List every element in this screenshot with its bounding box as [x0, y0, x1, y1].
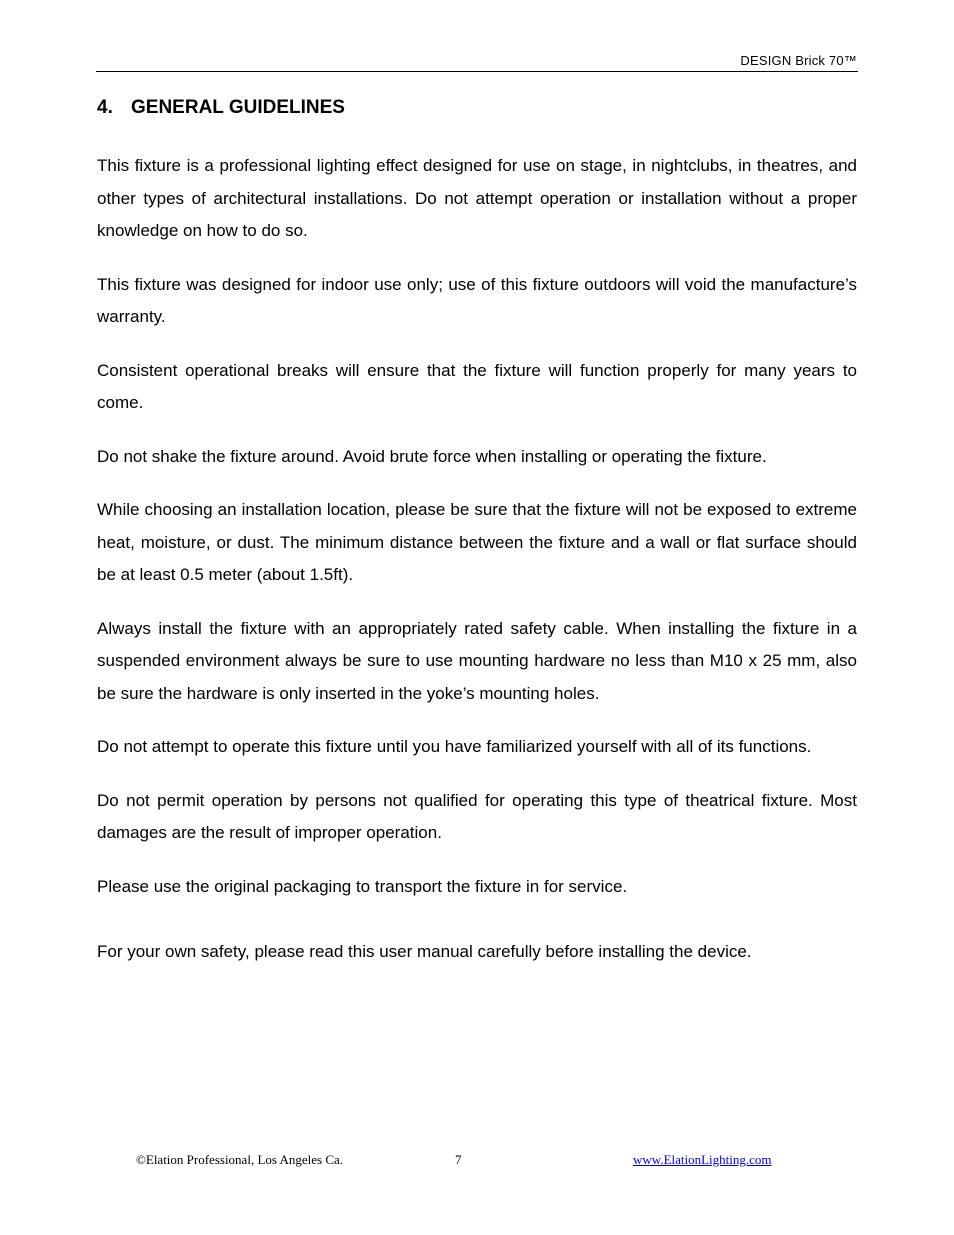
section-title: GENERAL GUIDELINES — [131, 97, 345, 118]
running-header: DESIGN Brick 70™ — [740, 53, 857, 68]
page-number: 7 — [455, 1152, 462, 1167]
paragraph-installation-location: While choosing an installation location, please be sure that the fixture will not be exposed to extreme heat, moisture, or dust. The minimum distance between the fixture and a wall or flat surface should be at least 0.5 meter (about 1.5ft). — [97, 500, 857, 584]
paragraph-qualified-persons: Do not permit operation by persons not qualified for operating this type of theatrical fixture. Most damages are the result of improper operation. — [97, 790, 857, 842]
paragraph-read-manual: For your own safety, please read this user manual carefully before installing the device. — [97, 942, 752, 961]
paragraph-professional-use: This fixture is a professional lighting effect designed for use on stage, in nightclubs, in theatres, and other types of architectural installations. Do not attempt operation or installation without a proper knowledge on how to do so. — [97, 156, 857, 240]
footer-copyright: ©Elation Professional, Los Angeles Ca. — [136, 1152, 344, 1167]
header-divider — [96, 71, 858, 72]
section-heading — [97, 97, 345, 119]
paragraph-familiarize: Do not attempt to operate this fixture until you have familiarized yourself with all of its functions. — [97, 737, 812, 756]
website-link[interactable]: www.ElationLighting.com — [633, 1152, 772, 1167]
paragraph-packaging: Please use the original packaging to transport the fixture in for service. — [97, 876, 628, 896]
paragraph-indoor-use: This fixture was designed for indoor use only; use of this fixture outdoors will void the manufacture’s warranty. — [97, 274, 857, 326]
paragraph-safety-cable: Always install the fixture with an appropriately rated safety cable. When installing the fixture in a suspended environment always be sure to use mounting hardware no less than M10 x 25 mm, also be sure the hardware is only inserted in the yoke’s mounting holes. — [97, 618, 857, 703]
section-number: 4. — [97, 97, 113, 118]
paragraph-no-shaking: Do not shake the fixture around. Avoid brute force when installing or operating the fixture. — [97, 446, 767, 466]
paragraph-operational-breaks: Consistent operational breaks will ensure that the fixture will function properly for many years to come. — [97, 360, 857, 412]
guidelines-body — [97, 150, 857, 990]
